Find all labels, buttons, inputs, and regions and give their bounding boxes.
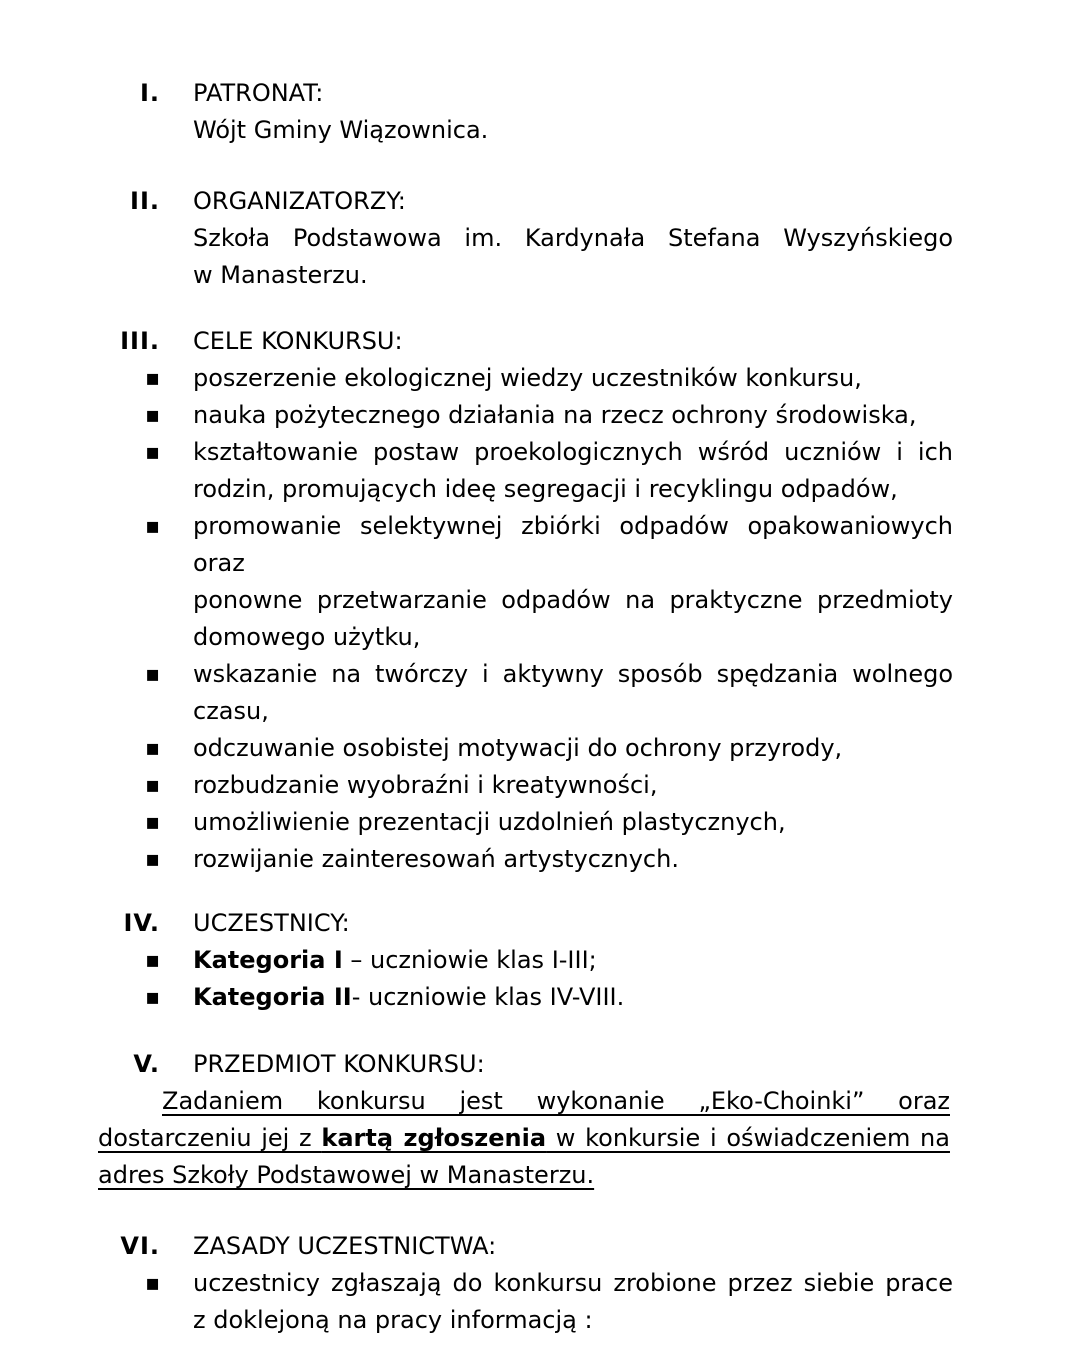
section-przedmiot-konkursu [98,1046,955,1194]
section-zasady-uczestnictwa [98,1228,955,1339]
text-segment: dostarczeniu jej z [98,1124,322,1152]
bullet-item [98,508,955,656]
section-heading [98,75,955,112]
bold-text: kartą zgłoszenia [321,1124,547,1152]
bullet-text [160,656,953,730]
section-heading [98,323,955,360]
section-heading [98,1228,955,1265]
section-heading [98,1046,955,1083]
text-line: uczestnicy zgłaszają do konkursu zrobione przez siebie prace [193,1269,953,1297]
bullet-item [98,397,955,434]
bullet-text [160,804,953,841]
text-line: z doklejoną na pracy informacją : [193,1306,593,1334]
paragraph-line: Zadaniem konkursu jest wykonanie „Eko-Choinki” oraz [162,1087,950,1115]
text-line: Szkoła Podstawowa im. Kardynała Stefana Wyszyńskiego [193,224,953,252]
text-line: w Manasterzu. [193,261,368,289]
bullet-text [160,730,953,767]
bullet-item [98,360,955,397]
contest-subject-paragraph [98,1083,950,1194]
section-title: UCZESTNICY: [193,909,350,937]
paragraph-line [98,1120,950,1157]
bullet-text [160,979,953,1016]
text-line: rozbudzanie wyobraźni i kreatywności, [193,771,658,799]
section-title: ZASADY UCZESTNICTWA: [193,1232,497,1260]
bullet-item [98,942,955,979]
section-cele-konkursu [98,323,955,878]
text-line: domowego użytku, [193,623,421,651]
section-numeral: III. [120,327,160,355]
section-title: PRZEDMIOT KONKURSU: [193,1050,485,1078]
bullet-square-icon: ▪ [145,1271,160,1296]
bullet-item [98,804,955,841]
bullet-square-icon: ▪ [145,736,160,761]
bullet-item [98,767,955,804]
text-line: kształtowanie postaw proekologicznych wśród uczniów i ich [193,438,953,466]
text-line: ponowne przetwarzanie odpadów na praktyczne przedmioty [193,586,953,614]
bullet-square-icon: ▪ [145,810,160,835]
bullet-text [160,360,953,397]
bullet-text [160,841,953,878]
section-numeral: I. [139,79,160,107]
bullet-square-icon: ▪ [145,440,160,465]
bullet-item [98,730,955,767]
bullet-item [98,1265,955,1339]
text-line: poszerzenie ekologicznej wiedzy uczestników konkursu, [193,364,862,392]
bullet-square-icon: ▪ [145,662,160,687]
text-line: odczuwanie osobistej motywacji do ochrony przyrody, [193,734,843,762]
section-body [193,220,953,294]
bullet-item [98,434,955,508]
bullet-item [98,841,955,878]
section-patronat [98,75,955,149]
section-body [193,112,953,149]
text-segment: w konkursie i oświadczeniem na [546,1124,950,1152]
section-numeral: V. [133,1050,160,1078]
bold-text: Kategoria I [193,946,343,974]
bullet-text [160,942,953,979]
text-line [193,942,953,979]
bullet-text [160,508,953,656]
bullet-item [98,656,955,730]
text-line: promowanie selektywnej zbiórki odpadów opakowaniowych oraz [193,512,953,577]
bold-text: Kategoria II [193,983,352,1011]
text-line [193,979,953,1016]
section-title: ORGANIZATORZY: [193,187,406,215]
text-line: czasu, [193,697,269,725]
bullet-square-icon: ▪ [145,403,160,428]
bullet-text [160,434,953,508]
section-numeral: VI. [120,1232,160,1260]
text-line: rodzin, promujących ideę segregacji i recyklingu odpadów, [193,475,898,503]
section-title: PATRONAT: [193,79,324,107]
bullet-square-icon: ▪ [145,514,160,539]
section-numeral: II. [130,187,160,215]
section-uczestnicy [98,905,955,1016]
text-segment: – uczniowie klas I-III; [342,946,597,974]
bullet-text [160,767,953,804]
bullet-square-icon: ▪ [145,948,160,973]
text-line: nauka pożytecznego działania na rzecz ochrony środowiska, [193,401,917,429]
text-segment: - uczniowie klas IV-VIII. [351,983,625,1011]
text-line: Wójt Gminy Wiązownica. [193,116,489,144]
section-numeral: IV. [123,909,160,937]
section-heading [98,183,955,220]
section-title: CELE KONKURSU: [193,327,403,355]
section-heading [98,905,955,942]
bullet-square-icon: ▪ [145,366,160,391]
text-line: umożliwienie prezentacji uzdolnień plastycznych, [193,808,786,836]
bullet-square-icon: ▪ [145,847,160,872]
bullet-square-icon: ▪ [145,773,160,798]
text-line: wskazanie na twórczy i aktywny sposób spędzania wolnego [193,660,953,688]
bullet-text [160,397,953,434]
bullet-text [160,1265,953,1339]
section-organizatorzy [98,183,955,294]
text-line: rozwijanie zainteresowań artystycznych. [193,845,679,873]
bullet-square-icon: ▪ [145,985,160,1010]
paragraph-line: adres Szkoły Podstawowej w Manasterzu. [98,1161,595,1189]
bullet-item [98,979,955,1016]
